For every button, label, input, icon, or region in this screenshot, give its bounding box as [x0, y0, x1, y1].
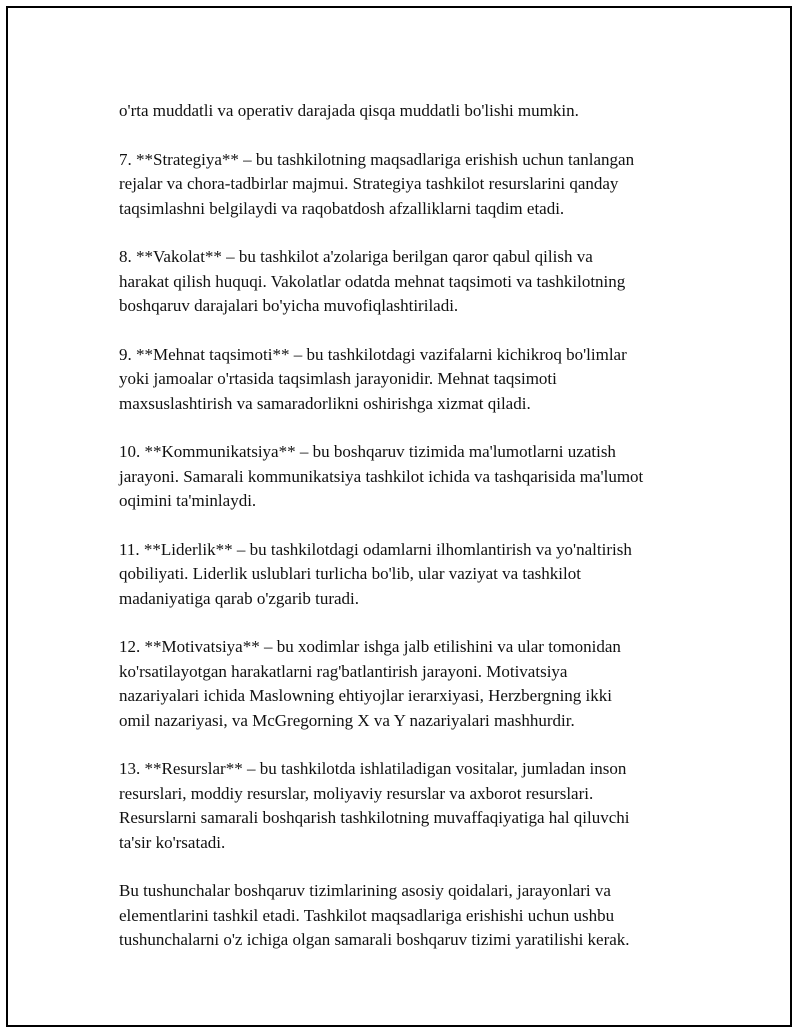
text-line: maxsuslashtirish va samaradorlikni oshirishga xizmat qiladi. — [119, 393, 531, 413]
text-line: 13. **Resurslar** – bu tashkilotda ishlatiladigan vositalar, jumladan inson — [119, 759, 627, 778]
text-line: omil nazariyasi, va McGregorning X va Y nazariyalari mashhurdir. — [119, 710, 575, 730]
text-line: Bu tushunchalar boshqaruv tizimlarining asosiy qoidalari, jarayonlari va — [119, 881, 611, 900]
text-line: rejalar va chora-tadbirlar majmui. Strategiya tashkilot resurslarini qanday — [119, 174, 619, 193]
text-line: o'rta muddatli va operativ darajada qisqa muddatli bo'lishi mumkin. — [119, 101, 579, 120]
paragraph-continuation — [119, 99, 709, 124]
text-line: resurslari, moddiy resurslar, moliyaviy resurslar va axborot resurslari. — [119, 783, 594, 803]
text-line: oqimini ta'minlaydi. — [119, 491, 257, 510]
text-line: elementlarini tashkil etadi. Tashkilot maqsadlariga erishishi uchun ushbu — [119, 905, 615, 925]
paragraph-conclusion — [119, 879, 709, 953]
text-line: taqsimlashni belgilaydi va raqobatdosh afzalliklarni taqdim etadi. — [119, 198, 565, 218]
text-line: nazariyalari ichida Maslowning ehtiyojlar ierarxiyasi, Herzbergning ikki — [119, 686, 612, 705]
document-body — [119, 99, 709, 977]
text-line: ta'sir ko'rsatadi. — [119, 832, 226, 852]
text-line: 10. **Kommunikatsiya** – bu boshqaruv tizimida ma'lumotlarni uzatish — [119, 442, 616, 461]
text-line: yoki jamoalar o'rtasida taqsimlash jarayonidir. Mehnat taqsimoti — [119, 369, 557, 388]
text-line: 12. **Motivatsiya** – bu xodimlar ishga jalb etilishini va ular tomonidan — [119, 637, 621, 656]
text-line: tushunchalarni o'z ichiga olgan samarali boshqaruv tizimi yaratilishi kerak. — [119, 930, 630, 949]
text-line: 9. **Mehnat taqsimoti** – bu tashkilotdagi vazifalarni kichikroq bo'limlar — [119, 344, 627, 364]
text-line: 11. **Liderlik** – bu tashkilotdagi odamlarni ilhomlantirish va yo'naltirish — [119, 539, 632, 559]
paragraph-liderlik — [119, 538, 709, 612]
text-line: harakat qilish huquqi. Vakolatlar odatda mehnat taqsimoti va tashkilotning — [119, 271, 626, 291]
text-line: qobiliyati. Liderlik uslublari turlicha bo'lib, ular vaziyat va tashkilot — [119, 564, 581, 583]
paragraph-strategiya — [119, 148, 709, 222]
paragraph-resurslar — [119, 757, 709, 855]
text-line: 7. **Strategiya** – bu tashkilotning maqsadlariga erishish uchun tanlangan — [119, 149, 635, 169]
document-page — [6, 6, 792, 1027]
text-line: boshqaruv darajalari bo'yicha muvofiqlashtiriladi. — [119, 296, 459, 315]
paragraph-vakolat — [119, 245, 709, 319]
text-line: 8. **Vakolat** – bu tashkilot a'zolariga berilgan qaror qabul qilish va — [119, 247, 593, 266]
text-line: Resurslarni samarali boshqarish tashkilotning muvaffaqiyatiga hal qiluvchi — [119, 808, 630, 827]
paragraph-mehnat-taqsimoti — [119, 343, 709, 417]
text-line: jarayoni. Samarali kommunikatsiya tashkilot ichida va tashqarisida ma'lumot — [119, 466, 644, 486]
text-line: madaniyatiga qarab o'zgarib turadi. — [119, 588, 360, 608]
text-line: ko'rsatilayotgan harakatlarni rag'batlantirish jarayoni. Motivatsiya — [119, 661, 568, 681]
paragraph-motivatsiya — [119, 635, 709, 733]
paragraph-kommunikatsiya — [119, 440, 709, 514]
